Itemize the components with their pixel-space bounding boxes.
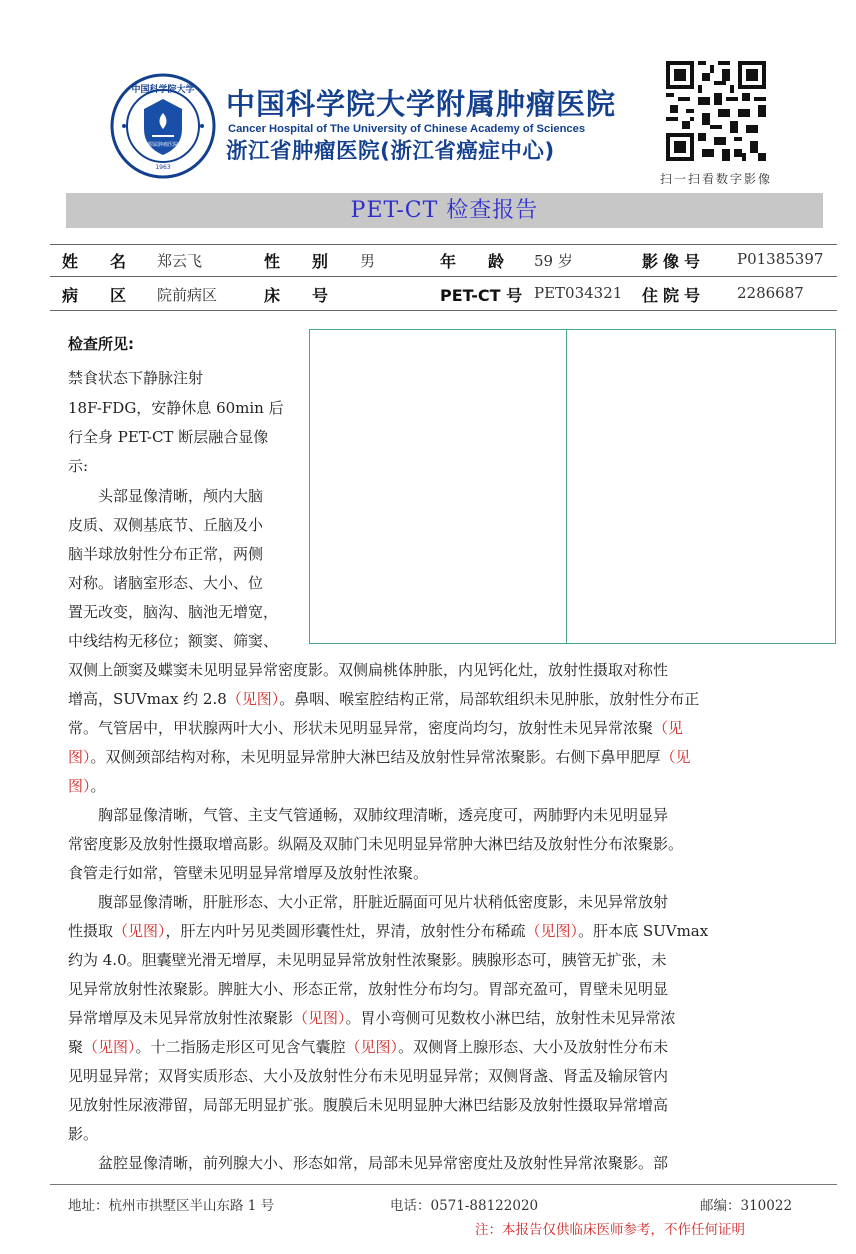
findings-line: 对称。诸脑室形态、大小、位 bbox=[68, 574, 264, 592]
footer-postcode: 邮编：310022 bbox=[700, 1198, 793, 1214]
divider bbox=[50, 244, 837, 245]
abdomen-line: 聚（见图）。十二指肠走形区可见含气囊腔（见图）。双侧肾上腺形态、大小及放射性分布未 bbox=[68, 1038, 669, 1056]
see-figure-link[interactable]: 图） bbox=[68, 777, 91, 795]
findings-line: 头部显像清晰，颅内大脑 bbox=[68, 487, 264, 505]
findings-line: 双侧上颌窦及蝶窦未见明显异常密度影。双侧扁桃体肿胀，内见钙化灶，放射性摄取对称性 bbox=[68, 661, 669, 679]
see-figure-link[interactable]: （见图） bbox=[525, 922, 579, 940]
see-figure-link[interactable]: （见图） bbox=[83, 1038, 136, 1056]
chest-line: 常密度影及放射性摄取增高影。纵隔及双肺门未见明显异常肿大淋巴结及放射性分布浓聚影。 bbox=[68, 835, 684, 853]
logo-text: 中国科学院大学 bbox=[131, 85, 195, 95]
abdomen-line: 见放射性尿液滞留，局部无明显扩张。腹膜后未见明显肿大淋巴结影及放射性摄取异常增高 bbox=[68, 1096, 669, 1114]
qr-code[interactable] bbox=[666, 61, 766, 161]
footer-divider bbox=[50, 1184, 837, 1185]
age-label: 年 龄 bbox=[440, 252, 505, 271]
hospital-name-zhejiang: 浙江省肿瘤医院(浙江省癌症中心) bbox=[226, 139, 555, 164]
abdomen-line: 见异常放射性浓聚影。脾脏大小、形态正常，放射性分布均匀。胃部充盈可，胃壁未见明显 bbox=[68, 980, 669, 998]
hospital-name-cn: 中国科学院大学附属肿瘤医院 bbox=[226, 87, 617, 121]
see-figure-link[interactable]: （见图） bbox=[226, 690, 280, 708]
ward-value: 院前病区 bbox=[157, 286, 218, 304]
pelvis-line: 盆腔显像清晰，前列腺大小、形态如常，局部未见异常密度灶及放射性异常浓聚影。部 bbox=[68, 1154, 669, 1172]
footer-address: 地址：杭州市拱墅区半山东路 1 号 bbox=[68, 1198, 275, 1214]
divider bbox=[50, 276, 837, 277]
image-no-label: 影像号 bbox=[642, 252, 706, 271]
findings-line: 行全身 PET-CT 断层融合显像 bbox=[68, 428, 269, 446]
findings-line: 18F-FDG，安静休息 60min 后 bbox=[68, 399, 284, 417]
name-label: 姓 名 bbox=[62, 252, 127, 271]
abdomen-line: 性摄取（见图），肝左内叶另见类圆形囊性灶，界清，放射性分布稀疏（见图）。肝本底 SUVmax bbox=[68, 922, 709, 940]
title-bar bbox=[66, 193, 823, 228]
report-title: PET-CT 检查报告 bbox=[350, 198, 539, 223]
chest-line: 食管走行如常，管壁未见明显异常增厚及放射性浓聚。 bbox=[68, 864, 429, 882]
admission-no-label: 住院号 bbox=[642, 286, 706, 305]
findings-line: 中线结构无移位；额窦、筛窦、 bbox=[68, 632, 279, 650]
abdomen-line: 约为 4.0。胆囊壁光滑无增厚，未见明显异常放射性浓聚影。胰腺形态可，胰管无扩张，未 bbox=[68, 951, 667, 969]
see-figure-link[interactable]: （见图） bbox=[113, 922, 166, 940]
findings-line: 常。气管居中，甲状腺两叶大小、形状未见明显异常，密度尚均匀，放射性未见异常浓聚（见 bbox=[68, 719, 684, 737]
image-panel-divider bbox=[566, 330, 567, 643]
see-figure-link[interactable]: （见 bbox=[660, 748, 691, 766]
qr-caption: 扫一扫看数字影像 bbox=[660, 172, 773, 186]
logo-year: 1963 bbox=[155, 164, 171, 171]
chest-line: 胸部显像清晰，气管、主支气管通畅，双肺纹理清晰，透亮度可，两肺野内未见明显异 bbox=[68, 806, 669, 824]
hospital-logo bbox=[110, 73, 216, 179]
abdomen-line: 见明显异常；双肾实质形态、大小及放射性分布未见明显异常；双侧肾盏、肾盂及输尿管内 bbox=[68, 1067, 669, 1085]
abdomen-line: 影。 bbox=[68, 1125, 99, 1143]
logo-center-text: 附属肿瘤医院 bbox=[147, 142, 179, 148]
image-panel bbox=[309, 329, 836, 644]
findings-heading: 检查所见: bbox=[68, 335, 134, 353]
petct-no-value: PET034321 bbox=[534, 284, 623, 302]
findings-line: 图）。双侧颈部结构对称，未见明显异常肿大淋巴结及放射性异常浓聚影。右侧下鼻甲肥厚（见 bbox=[68, 748, 691, 766]
abdomen-line: 异常增厚及未见异常放射性浓聚影（见图）。胃小弯侧可见数枚小淋巴结，放射性未见异常浓 bbox=[68, 1009, 676, 1027]
abdomen-line: 腹部显像清晰，肝脏形态、大小正常，肝脏近膈面可见片状稍低密度影，未见异常放射 bbox=[68, 893, 669, 911]
hospital-name-en: Cancer Hospital of The University of Chinese Academy of Sciences bbox=[228, 123, 586, 135]
ward-label: 病 区 bbox=[62, 286, 127, 305]
age-value: 59 岁 bbox=[534, 252, 573, 270]
image-no-value: P01385397 bbox=[737, 250, 824, 268]
name-value: 郑云飞 bbox=[157, 252, 203, 270]
bed-label: 床 号 bbox=[264, 286, 329, 305]
sex-label: 性 别 bbox=[264, 252, 329, 271]
findings-line: 皮质、双侧基底节、丘脑及小 bbox=[68, 516, 264, 534]
footer-disclaimer: 注：本报告仅供临床医师参考，不作任何证明 bbox=[475, 1222, 745, 1238]
see-figure-link[interactable]: （见图） bbox=[345, 1038, 399, 1056]
findings-line: 图）。 bbox=[68, 777, 106, 795]
findings-line: 示: bbox=[68, 457, 89, 475]
divider bbox=[50, 310, 837, 311]
findings-line: 增高，SUVmax 约 2.8（见图）。鼻咽、喉室腔结构正常，局部软组织未见肿胀，放射性分布正 bbox=[68, 690, 700, 708]
findings-line: 置无改变，脑沟、脑池无增宽， bbox=[68, 603, 279, 621]
see-figure-link[interactable]: （见 bbox=[653, 719, 684, 737]
admission-no-value: 2286687 bbox=[737, 284, 804, 302]
see-figure-link[interactable]: 图） bbox=[68, 748, 91, 766]
see-figure-link[interactable]: （见图） bbox=[293, 1009, 346, 1027]
petct-no-label: PET-CT 号 bbox=[440, 286, 523, 305]
findings-line: 脑半球放射性分布正常，两侧 bbox=[68, 545, 264, 563]
sex-value: 男 bbox=[360, 252, 376, 270]
findings-line: 禁食状态下静脉注射 bbox=[68, 369, 204, 387]
footer-phone: 电话：0571-88122020 bbox=[390, 1198, 539, 1214]
